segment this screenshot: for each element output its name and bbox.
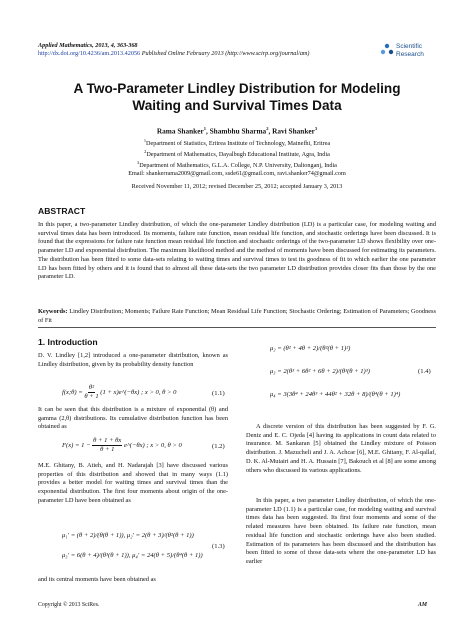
abstract-text: In this paper, a two-parameter Lindley distribution, of which the one-parameter Lindley distribution (LD) is a particular case, for modeling waiting and survival times data has been introduced. Its moments, failure rate function, mean residual life function, and stochastic orderings have been discussed. It is found that the expressions for failure rate function mean residual life function and stochastic orderings of the two-parameter LD shows flexibility over one-parameter LD and exponential distribution. The maximum likelihood method and the method of moments have been discussed for estimating its parameters. The distribution has been fitted to some data-sets relating to waiting times and survival times to test its goodness of fit to which earlier the one parameter LD has been fitted by others and it is found that to almost all these data-sets the two parameter LD distribution provides closer fits than those by the one parameter LD.: [38, 221, 436, 281]
intro-paragraph-2: It can be seen that this distribution is a mixture of exponential (θ) and gamma (2,θ) distributions. Its cumulative distribution function has been obtained as: [38, 406, 228, 431]
journal-abbreviation: AM: [418, 602, 428, 608]
title-line-2: Waiting and Survival Times Data: [132, 98, 342, 113]
eq4-number: (1.4): [418, 368, 431, 375]
keywords-divider: [38, 327, 436, 328]
journal-header: [38, 42, 309, 58]
doi-link[interactable]: http://dx.doi.org/10.4236/am.2013.42056: [38, 50, 141, 57]
equation-1-4-a: μ₂ = (θ² + 4θ + 2)/(θ²(θ + 1)²): [270, 345, 351, 352]
eq2-fraction: $\frac{\theta + 1 + \theta x}{\theta + 1}$: [93, 437, 122, 453]
journal-name: Applied Mathematics: [38, 42, 93, 49]
eq2-lhs: F(x) = 1 −: [62, 442, 91, 450]
equation-1-3-a: μ₁′ = (θ + 2)/(θ(θ + 1)), μ₂′ = 2(θ + 3)/(θ²(θ + 1)): [62, 532, 194, 539]
author-list: Rama Shanker$^1$, Shambhu Sharma$^2$, Ravi Shanker$^3$: [156, 126, 318, 136]
author-1-sup: 1: [203, 126, 206, 131]
author-2: Shambhu Sharma: [209, 126, 267, 136]
eq2-number: (1.2): [212, 443, 225, 450]
eq2-rhs: e^(−θx) ; x > 0, θ > 0: [124, 442, 182, 450]
affiliation-1: $^1$Department of Statistics, Eritrea Institute of Technology, Mainefhi, Eritrea: [143, 138, 331, 148]
logo-icon: [380, 43, 394, 57]
equation-1-1: [62, 384, 176, 401]
introduction-heading: 1. Introduction: [38, 337, 98, 347]
abstract-heading: ABSTRACT: [38, 206, 86, 216]
publisher-logo: [380, 40, 444, 66]
eq1-rhs: (1 + x)e^(−θx) ; x > 0, θ > 0: [100, 389, 177, 397]
keywords-label: Keywords:: [38, 308, 68, 315]
paper-title: [0, 80, 474, 114]
volume-info: , 2013, 4, 363-368: [92, 42, 138, 49]
right-paragraph-1: A discrete version of this distribution has been suggested by F. G. Deniz and E. C. Ojeda [4] having its applications in count data related to insurance. M. Sankaran [5] obtained the Lindley mixture of Poisson distribution. J. Mazucheli and J. A. Achcar [6], M.E. Ghitany, F. Al-qallaf, D. K. Al-Mutairi and H. A. Hussain [7], Bakouch et al [8] are some among others who discussed its various applications.: [246, 423, 436, 474]
eq1-lhs: f(x;θ) =: [62, 389, 83, 397]
received-dates: Received November 11, 2012; revised December 25, 2012; accepted January 3, 2013: [131, 183, 343, 190]
title-line-1: A Two-Parameter Lindley Distribution for Modeling: [73, 81, 401, 96]
intro-paragraph-3: M.E. Ghitany, B. Atieh, and H. Nadarajah [3] have discussed various properties of this distribution and showed that in many ways (1.1) provides a better model for waiting times and survival times than the exponential distribution. The first four moments about origin of the one-parameter LD have been obtained as: [38, 462, 228, 504]
equation-1-4-c: μ₄ = 3(3θ⁴ + 24θ³ + 44θ² + 32θ + 8)/(θ⁴(θ + 1)⁴): [270, 391, 401, 398]
published-line: Published Online February 2013 (http://www.scirp.org/journal/am): [140, 50, 310, 57]
equation-1-3-b: μ₃′ = 6(θ + 4)/(θ³(θ + 1)), μ₄′ = 24(θ + 5)/(θ⁴(θ + 1)): [62, 552, 203, 559]
equation-1-2: [62, 437, 182, 454]
keywords: [38, 308, 436, 325]
keywords-text: Lindley Distribution; Moments; Failure Rate Function; Mean Residual Life Function; Stochastic Ordering; Estimation of Parameters; Goodness of Fit: [38, 308, 436, 324]
logo-line-1: Scientific: [396, 43, 423, 50]
author-2-sup: 2: [266, 126, 269, 131]
affiliation-3: $^3$Department of Mathematics, G.L.A. College, N.P. University, Daltonganj, India: [137, 160, 337, 170]
affiliation-2: $^2$Department of Mathematics, Dayalbugh Educational Institute, Agra, India: [144, 149, 330, 159]
eq1-number: (1.1): [212, 390, 225, 397]
eq1-fraction: $\frac{\text{θ²}}{\theta + 1}$: [84, 384, 99, 400]
right-paragraph-2: In this paper, a two parameter Lindley distribution, of which the one-parameter LD (1.1) is a particular case, for modeling waiting and survival times data has been suggested. Its first four moments and some of the related measures have been obtained. Its failure rate function, mean residual life function and stochastic orderings have also been studied. Estimation of its parameters has been discussed and the distribution has been fitted to some of those data-sets where the one-parameter LD has earlier: [246, 497, 436, 565]
author-3-sup: 3: [314, 126, 318, 131]
author-1: Rama Shanker: [156, 126, 204, 136]
logo-line-2: Research: [396, 50, 424, 58]
equation-1-4-b: μ₃ = 2(θ³ + 6θ² + 6θ + 2)/(θ³(θ + 1)³): [270, 368, 370, 375]
intro-paragraph-4: and its central moments have been obtained as: [38, 576, 156, 583]
affiliations: [0, 137, 474, 178]
author-3: Ravi Shanker: [272, 126, 315, 136]
author-emails: Email: shankerrama2009@gmail.com, ssde61@gmail.com, ravi.shanker74@gmail.com: [128, 170, 346, 178]
eq3-number: (1.3): [212, 543, 225, 550]
copyright: Copyright © 2013 SciRes.: [38, 602, 100, 608]
intro-paragraph-1: D. V. Lindley [1,2] introduced a one-parameter distribution, known as Lindley distribution, given by its probability density function: [38, 352, 228, 368]
